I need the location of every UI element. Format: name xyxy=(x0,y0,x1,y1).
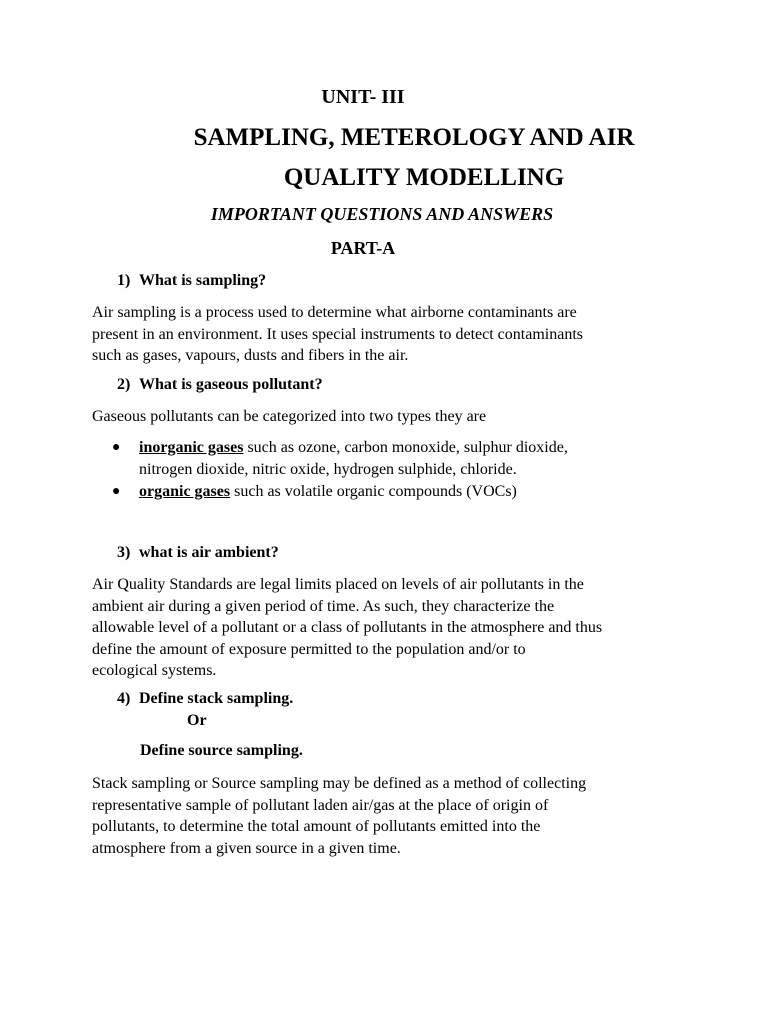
question-number: 2) xyxy=(117,376,131,393)
part-heading: PART-A xyxy=(330,238,396,258)
answer-line: ecological systems. xyxy=(92,662,217,679)
answer-line: Gaseous pollutants can be categorized into two types they are xyxy=(92,408,487,425)
question-text: Define stack sampling. xyxy=(139,690,294,707)
question-1 xyxy=(117,272,266,290)
bullet-text: such as volatile organic compounds (VOCs) xyxy=(230,483,517,500)
question-text: What is sampling? xyxy=(139,272,267,289)
question-4 xyxy=(117,690,293,708)
or-separator: Or xyxy=(187,712,207,729)
answer-line: pollutants, to determine the total amount of pollutants emitted into the xyxy=(92,818,541,835)
question-number: 3) xyxy=(117,544,131,561)
answer-line: Air Quality Standards are legal limits placed on levels of air pollutants in the xyxy=(92,576,584,593)
term-organic-gases: organic gases xyxy=(139,483,231,500)
answer-line: Air sampling is a process used to determine what airborne contaminants are xyxy=(92,304,577,321)
bullet-text: such as ozone, carbon monoxide, sulphur dioxide, xyxy=(243,439,568,456)
title-line-1: SAMPLING, METEROLOGY AND AIR xyxy=(193,124,635,151)
answer-line: define the amount of exposure permitted to the population and/or to xyxy=(92,640,526,658)
answer-line: present in an environment. It uses special instruments to detect contaminants xyxy=(92,325,583,343)
term-inorganic-gases: inorganic gases xyxy=(139,439,244,456)
bullet-list xyxy=(112,437,568,503)
unit-heading: UNIT- III xyxy=(321,86,405,108)
answer-1 xyxy=(92,302,692,367)
alt-question: Define source sampling. xyxy=(140,742,303,759)
answer-line: ambient air during a given period of time. As such, they characterize the xyxy=(92,597,555,615)
answer-line: such as gases, vapours, dusts and fibers in the air. xyxy=(92,347,409,364)
bullet-icon: ● xyxy=(112,440,121,455)
bullet-icon: ● xyxy=(112,484,121,499)
question-text: what is air ambient? xyxy=(139,544,279,561)
question-text: What is gaseous pollutant? xyxy=(139,376,323,393)
subtitle: IMPORTANT QUESTIONS AND ANSWERS xyxy=(210,204,554,224)
list-item xyxy=(112,481,568,503)
answer-line: representative sample of pollutant laden air/gas at the place of origin of xyxy=(92,796,549,814)
answer-2-intro xyxy=(92,406,692,428)
question-number: 1) xyxy=(117,272,131,289)
bullet-text-continued: nitrogen dioxide, nitric oxide, hydrogen sulphide, chloride. xyxy=(139,461,517,478)
title-line-2: QUALITY MODELLING xyxy=(283,164,565,191)
answer-line: allowable level of a pollutant or a class of pollutants in the atmosphere and thus xyxy=(92,619,603,636)
question-number: 4) xyxy=(117,690,131,707)
question-2 xyxy=(117,376,323,394)
answer-line: atmosphere from a given source in a given time. xyxy=(92,839,401,857)
question-3 xyxy=(117,544,279,562)
answer-line: Stack sampling or Source sampling may be defined as a method of collecting xyxy=(92,775,587,792)
answer-4 xyxy=(92,773,692,859)
list-item xyxy=(112,437,568,481)
answer-3 xyxy=(92,574,692,682)
